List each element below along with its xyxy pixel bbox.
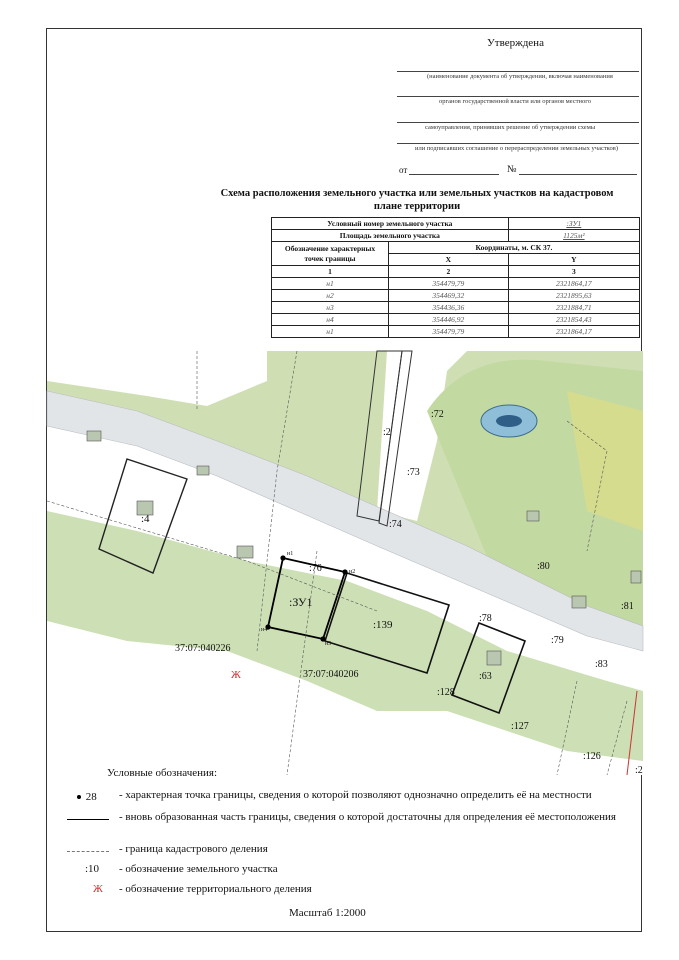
point-label-n3: н3: [325, 641, 332, 647]
table-row: [272, 326, 640, 338]
parcel-label-80: :80: [537, 561, 550, 572]
number-label: №: [507, 164, 517, 175]
approval-line: [397, 96, 639, 97]
col-num: 1: [272, 266, 389, 278]
legend-text-point: - характерная точка границы, сведения о которой позволяют однозначно определить её на местности: [119, 789, 592, 801]
legend-solid-line-icon: [67, 819, 109, 820]
area-label: Площадь земельного участка: [272, 230, 509, 242]
coords-header: Координаты, м. СК 37.: [389, 242, 640, 254]
points-header: Обозначение характерных точек границы: [272, 242, 389, 266]
approval-caption-2: органов государственной власти или органов местного: [439, 98, 592, 105]
table-row: [272, 278, 640, 290]
col-num: 2: [389, 266, 509, 278]
approval-line: [397, 71, 639, 72]
parcel-label-139: :139: [373, 619, 393, 631]
col-x-header: X: [389, 254, 509, 266]
y-value: 2321864,17: [508, 278, 639, 290]
parcel-label-73: :73: [407, 467, 420, 478]
coordinates-table: [271, 217, 640, 338]
scale-label: Масштаб 1:2000: [289, 907, 366, 919]
pond-water: [496, 415, 522, 427]
date-line: [409, 174, 499, 175]
legend-symbol-10: :10: [85, 863, 100, 875]
table-row: [272, 302, 640, 314]
col-y-header: Y: [508, 254, 639, 266]
point-id: н1: [272, 326, 389, 338]
quarter-label-226: 37:07:040226: [175, 643, 231, 654]
territory-label-zh: Ж: [231, 669, 241, 681]
parcel-label-4: :4: [141, 513, 150, 525]
parcel-label-74: :74: [389, 519, 402, 530]
approval-line: [397, 143, 639, 144]
approval-line: [397, 122, 639, 123]
scheme-title: Схема расположения земельного участка или земельных участков на кадастровом плане территории: [220, 188, 614, 212]
legend-text-new-boundary: - вновь образованная часть границы, сведения о которой достаточны для определения её местоположения: [119, 811, 616, 823]
area-value: 1125м²: [508, 230, 639, 242]
point-id: н4: [272, 314, 389, 326]
parcel-label-78: :78: [479, 613, 492, 624]
legend-title: Условные обозначения:: [107, 767, 218, 779]
table-row: [272, 290, 640, 302]
parcel-label-79: :79: [551, 635, 564, 646]
cadastral-sheet: [46, 28, 642, 932]
x-value: 354446,92: [389, 314, 509, 326]
parcel-label-127: :127: [511, 721, 529, 732]
approval-caption-4: или подписавших соглашение о перераспределении земельных участков): [415, 145, 618, 152]
legend-symbol-zh: Ж: [93, 883, 103, 895]
approval-caption-1: (наименование документа об утверждении, включая наименования: [427, 73, 613, 80]
legend-text-parcel: - обозначение земельного участка: [119, 863, 278, 875]
parcel-label-81: :81: [621, 601, 634, 612]
parcel-label-63: :63: [479, 671, 492, 682]
legend-item-point: [77, 791, 97, 803]
y-value: 2321854,43: [508, 314, 639, 326]
point-label-n4: н4: [261, 627, 268, 633]
legend-dashed-line-icon: [67, 851, 109, 852]
x-value: 354469,32: [389, 290, 509, 302]
parcel-label-83: :83: [595, 659, 608, 670]
cadastral-map: [47, 351, 643, 775]
parcel-label-128: :128: [437, 687, 455, 698]
parcel-label-72: :72: [431, 409, 444, 420]
parcel-label-2: :2: [383, 427, 391, 438]
quarter-label-206: 37:07:040206: [303, 669, 359, 680]
plot-number-label: Условный номер земельного участка: [272, 218, 509, 230]
plot-number-value: :ЗУ1: [508, 218, 639, 230]
legend-symbol-28: 28: [85, 791, 97, 803]
parcel-label-76: :76: [309, 563, 322, 574]
legend-text-cadastral-boundary: - граница кадастрового деления: [119, 843, 268, 855]
point-label-n2: н2: [349, 569, 356, 575]
point-dot-icon: [77, 795, 81, 799]
point-id: н3: [272, 302, 389, 314]
zu1-label: :ЗУ1: [289, 595, 313, 609]
x-value: 354479,79: [389, 278, 509, 290]
y-value: 2321864,17: [508, 326, 639, 338]
parcel-label-126: :126: [583, 751, 601, 762]
x-value: 354479,79: [389, 326, 509, 338]
y-value: 2321884,71: [508, 302, 639, 314]
number-line: [519, 174, 637, 175]
x-value: 354436,36: [389, 302, 509, 314]
approval-caption-3: самоуправления, принявших решение об утверждении схемы: [425, 124, 596, 131]
point-label-n1: н1: [287, 551, 294, 557]
y-value: 2321895,63: [508, 290, 639, 302]
map-canvas: [47, 351, 643, 775]
parcel-label-2b: :2: [635, 765, 643, 776]
point-id: н2: [272, 290, 389, 302]
point-id: н1: [272, 278, 389, 290]
table-row: [272, 314, 640, 326]
legend-text-territory: - обозначение территориального деления: [119, 883, 312, 895]
approved-label: Утверждена: [487, 37, 544, 49]
col-num: 3: [508, 266, 639, 278]
from-label: от: [399, 165, 408, 175]
